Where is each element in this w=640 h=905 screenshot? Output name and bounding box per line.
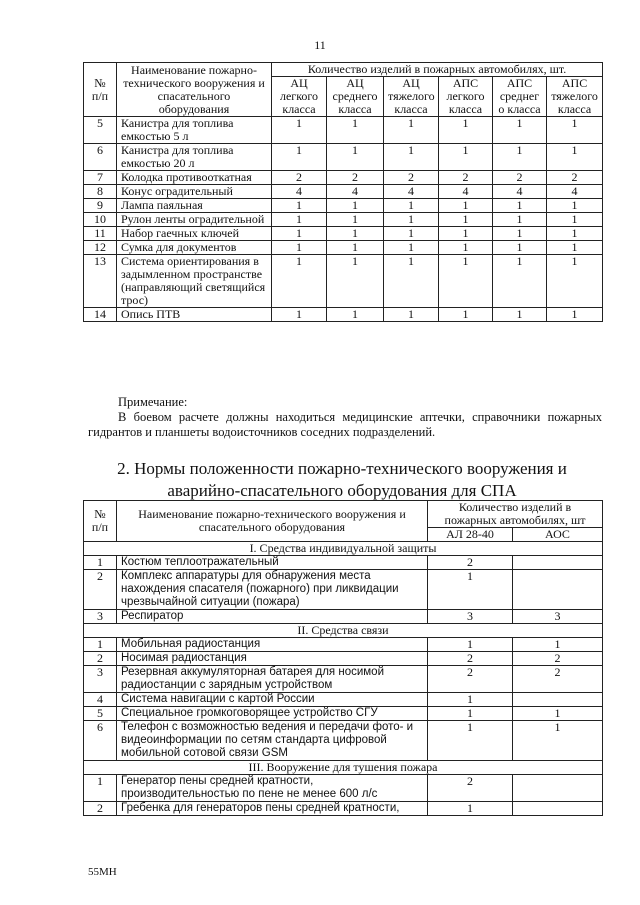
col-header-number: № п/п	[84, 501, 117, 542]
equipment-table-1	[83, 62, 603, 322]
item-quantity: 1	[384, 241, 439, 255]
item-name: Система навигации с картой России	[117, 693, 428, 707]
item-quantity: 1	[493, 241, 547, 255]
col-header-name: Наименование пожарно-технического вооружения и спасательного оборудования	[117, 63, 272, 117]
section-heading: III. Вооружение для тушения пожара	[84, 761, 603, 775]
row-number: 1	[84, 775, 117, 802]
item-quantity	[513, 775, 603, 802]
row-number: 3	[84, 610, 117, 624]
item-name: Лампа паяльная	[117, 199, 272, 213]
table-row	[84, 199, 603, 213]
table-row	[84, 802, 603, 816]
item-quantity: 1	[547, 308, 603, 322]
section-heading: II. Средства связи	[84, 624, 603, 638]
col-header-vehicle: АОС	[513, 528, 603, 542]
item-quantity: 4	[439, 185, 493, 199]
item-name: Костюм теплоотражательный	[117, 556, 428, 570]
item-quantity: 1	[272, 199, 327, 213]
row-number: 3	[84, 666, 117, 693]
item-quantity	[513, 802, 603, 816]
item-quantity: 2	[547, 171, 603, 185]
page-number: 11	[314, 38, 326, 52]
row-number: 1	[84, 638, 117, 652]
table-row	[84, 308, 603, 322]
item-name: Опись ПТВ	[117, 308, 272, 322]
item-quantity: 1	[547, 199, 603, 213]
table-row	[84, 144, 603, 171]
item-quantity: 2	[428, 556, 513, 570]
item-quantity: 1	[493, 199, 547, 213]
item-quantity: 1	[428, 693, 513, 707]
row-number: 12	[84, 241, 117, 255]
item-quantity: 3	[428, 610, 513, 624]
item-quantity: 1	[272, 241, 327, 255]
row-number: 6	[84, 721, 117, 761]
item-quantity: 1	[493, 213, 547, 227]
table-row	[84, 556, 603, 570]
col-header-number: № п/п	[84, 63, 117, 117]
row-number: 7	[84, 171, 117, 185]
item-quantity: 1	[439, 213, 493, 227]
item-quantity: 4	[327, 185, 384, 199]
row-number: 5	[84, 117, 117, 144]
item-quantity: 1	[327, 308, 384, 322]
item-quantity: 1	[493, 144, 547, 171]
item-quantity: 2	[384, 171, 439, 185]
item-quantity: 1	[384, 213, 439, 227]
row-number: 2	[84, 652, 117, 666]
equipment-table-2	[83, 500, 603, 816]
table-row	[84, 117, 603, 144]
col-header-vehicle: АЦ легкого класса	[272, 77, 327, 117]
col-header-vehicle: АЦ среднего класса	[327, 77, 384, 117]
row-number: 9	[84, 199, 117, 213]
item-name: Мобильная радиостанция	[117, 638, 428, 652]
item-quantity: 1	[513, 721, 603, 761]
table-header	[84, 63, 603, 77]
item-quantity: 2	[513, 652, 603, 666]
item-quantity: 4	[272, 185, 327, 199]
table-row	[84, 610, 603, 624]
item-quantity: 1	[493, 308, 547, 322]
item-name: Генератор пены средней кратности, производительностью по пене не менее 600 л/с	[117, 775, 428, 802]
item-quantity: 1	[384, 199, 439, 213]
item-name: Гребенка для генераторов пены средней кратности,	[117, 802, 428, 816]
item-quantity: 1	[513, 638, 603, 652]
item-quantity: 1	[327, 199, 384, 213]
item-quantity: 1	[384, 117, 439, 144]
item-quantity: 2	[428, 666, 513, 693]
item-quantity: 2	[513, 666, 603, 693]
row-number: 10	[84, 213, 117, 227]
item-quantity: 4	[547, 185, 603, 199]
item-quantity: 3	[513, 610, 603, 624]
row-number: 2	[84, 570, 117, 610]
item-name: Рулон ленты оградительной	[117, 213, 272, 227]
row-number: 13	[84, 255, 117, 308]
item-quantity: 1	[439, 117, 493, 144]
item-name: Телефон с возможностью ведения и передачи фото- и видеоинформации по сетям стандарта цифровой мобильной сотовой связи GSM	[117, 721, 428, 761]
item-quantity: 1	[428, 721, 513, 761]
row-number: 6	[84, 144, 117, 171]
item-quantity	[513, 556, 603, 570]
item-quantity: 1	[493, 255, 547, 308]
table-row	[84, 570, 603, 610]
item-quantity: 1	[493, 227, 547, 241]
item-quantity: 4	[493, 185, 547, 199]
table-row	[84, 721, 603, 761]
item-quantity: 4	[384, 185, 439, 199]
item-quantity	[513, 570, 603, 610]
item-quantity: 1	[272, 213, 327, 227]
table-header	[84, 501, 603, 528]
item-name: Канистра для топлива емкостью 20 л	[117, 144, 272, 171]
table-row	[84, 638, 603, 652]
item-quantity: 1	[439, 255, 493, 308]
item-quantity: 2	[439, 171, 493, 185]
col-header-name: Наименование пожарно-технического вооружения и спасательного оборудования	[117, 501, 428, 542]
section-heading: I. Средства индивидуальной защиты	[84, 542, 603, 556]
table-row	[84, 185, 603, 199]
table-row	[84, 666, 603, 693]
item-quantity: 1	[327, 255, 384, 308]
item-quantity: 1	[439, 241, 493, 255]
table-row	[84, 652, 603, 666]
item-quantity: 1	[272, 117, 327, 144]
table-row	[84, 775, 603, 802]
section-row	[84, 542, 603, 556]
table-row	[84, 213, 603, 227]
item-quantity: 2	[272, 171, 327, 185]
table-row	[84, 693, 603, 707]
col-header-vehicle: АПС тяжелого класса	[547, 77, 603, 117]
item-quantity: 1	[547, 213, 603, 227]
item-quantity: 2	[428, 652, 513, 666]
item-name: Канистра для топлива емкостью 5 л	[117, 117, 272, 144]
item-quantity: 1	[439, 199, 493, 213]
item-quantity: 1	[327, 144, 384, 171]
item-name: Носимая радиостанция	[117, 652, 428, 666]
item-quantity: 1	[439, 144, 493, 171]
row-number: 2	[84, 802, 117, 816]
item-quantity: 1	[272, 308, 327, 322]
table-row	[84, 707, 603, 721]
row-number: 5	[84, 707, 117, 721]
item-quantity: 1	[547, 227, 603, 241]
item-quantity: 2	[327, 171, 384, 185]
item-quantity: 2	[493, 171, 547, 185]
item-quantity: 1	[272, 144, 327, 171]
item-quantity: 1	[428, 570, 513, 610]
col-header-quantity: Количество изделий в пожарных автомобилях, шт	[428, 501, 603, 528]
item-quantity: 1	[428, 802, 513, 816]
item-quantity: 1	[547, 255, 603, 308]
item-quantity: 1	[439, 308, 493, 322]
item-quantity: 1	[439, 227, 493, 241]
item-name: Резервная аккумуляторная батарея для носимой радиостанции с зарядным устройством	[117, 666, 428, 693]
col-header-quantity: Количество изделий в пожарных автомобилях, шт.	[272, 63, 603, 77]
item-quantity: 1	[547, 144, 603, 171]
item-quantity: 1	[327, 117, 384, 144]
item-quantity	[513, 693, 603, 707]
item-quantity: 1	[272, 227, 327, 241]
item-name: Колодка противооткатная	[117, 171, 272, 185]
item-quantity: 1	[327, 213, 384, 227]
col-header-vehicle: АЦ тяжелого класса	[384, 77, 439, 117]
note-text: В боевом расчете должны находиться медицинские аптечки, справочники пожарных гидрантов и планшеты водоисточников соседних подразделений.	[88, 410, 602, 439]
item-quantity: 1	[384, 144, 439, 171]
item-quantity: 1	[428, 707, 513, 721]
item-name: Респиратор	[117, 610, 428, 624]
row-number: 14	[84, 308, 117, 322]
item-name: Система ориентирования в задымленном пространстве (направляющий светящийся трос)	[117, 255, 272, 308]
item-quantity: 1	[513, 707, 603, 721]
footer-code: 55МН	[88, 866, 117, 878]
item-quantity: 1	[384, 255, 439, 308]
table-row	[84, 171, 603, 185]
col-header-vehicle: АПС легкого класса	[439, 77, 493, 117]
col-header-vehicle: АПС среднег о класса	[493, 77, 547, 117]
col-header-vehicle: АЛ 28-40	[428, 528, 513, 542]
row-number: 4	[84, 693, 117, 707]
section-title: 2. Нормы положенности пожарно-технического вооружения и аварийно-спасательного оборудования для СПА	[117, 459, 567, 500]
item-name: Сумка для документов	[117, 241, 272, 255]
item-quantity: 1	[384, 308, 439, 322]
row-number: 1	[84, 556, 117, 570]
item-quantity: 1	[327, 227, 384, 241]
item-quantity: 2	[428, 775, 513, 802]
item-quantity: 1	[272, 255, 327, 308]
item-quantity: 1	[327, 241, 384, 255]
table-row	[84, 227, 603, 241]
item-quantity: 1	[547, 117, 603, 144]
item-quantity: 1	[493, 117, 547, 144]
table-row	[84, 241, 603, 255]
note-label: Примечание:	[118, 395, 188, 409]
item-name: Комплекс аппаратуры для обнаружения места нахождения спасателя (пожарного) при ликвидации чрезвычайной ситуации (пожара)	[117, 570, 428, 610]
item-name: Специальное громкоговорящее устройство СГУ	[117, 707, 428, 721]
item-name: Конус оградительный	[117, 185, 272, 199]
item-quantity: 1	[547, 241, 603, 255]
section-row	[84, 624, 603, 638]
item-quantity: 1	[428, 638, 513, 652]
row-number: 8	[84, 185, 117, 199]
row-number: 11	[84, 227, 117, 241]
table-row	[84, 255, 603, 308]
item-quantity: 1	[384, 227, 439, 241]
item-name: Набор гаечных ключей	[117, 227, 272, 241]
section-row	[84, 761, 603, 775]
